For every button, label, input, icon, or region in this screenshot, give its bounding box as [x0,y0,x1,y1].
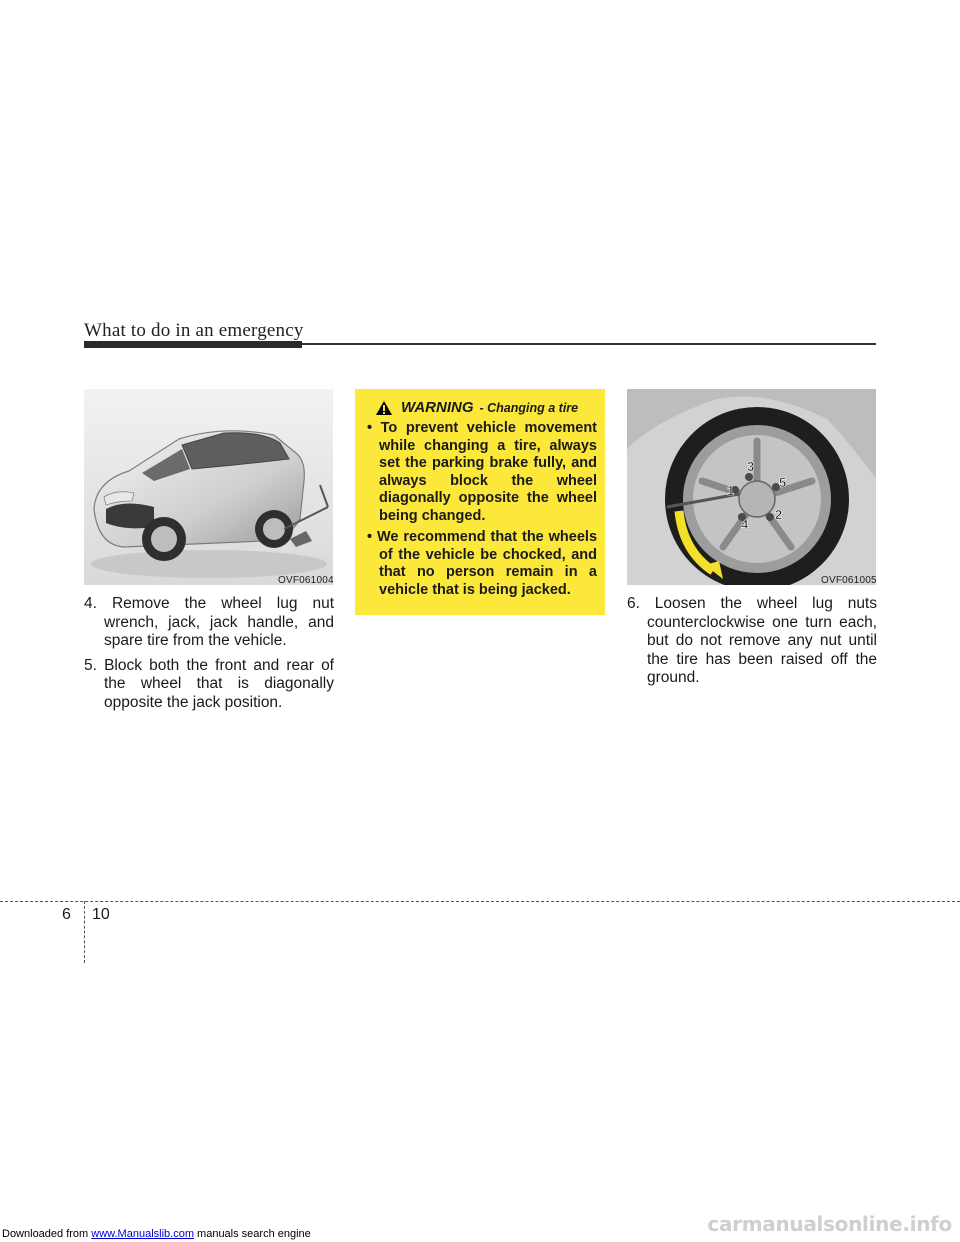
warning-subtitle: - Changing a tire [479,400,579,415]
header-tab-bar [84,341,302,348]
lug-label-5: 5 [779,475,787,490]
footer-vertical-rule [84,901,85,963]
lug-label-4: 4 [741,517,749,532]
page-header-title: What to do in an emergency [84,320,304,341]
steps-right-column [627,595,877,694]
step-6: 6. Loosen the wheel lug nuts counterclockwise one turn each, but do not remove any nut until the tire has been raised off the ground. [627,595,877,686]
warning-triangle-icon [375,400,393,416]
download-notice: Downloaded from www.Manualslib.com manuals search engine [2,1228,311,1240]
lug-label-2: 2 [775,507,783,522]
warning-item-2: • We recommend that the wheels of the vehicle be chocked, and that no person remain in a vehicle that is being jacked. [367,529,598,598]
step-5: 5. Block both the front and rear of the wheel that is diagonally opposite the jack position. [84,656,334,711]
wheel-illustration [627,389,876,585]
warning-title: WARNING [401,399,474,416]
footer-rule [0,901,960,902]
step-4: 4. Remove the wheel lug nut wrench, jack, jack handle, and spare tire from the vehicle. [84,595,334,649]
car-jack-illustration [84,389,333,585]
steps-left-column [84,595,334,718]
warning-box [355,389,605,615]
lug-label-1: 1 [727,483,735,498]
figure-code-1: OVF061004 [278,575,334,586]
figure-wheel-lug-nuts [627,389,876,585]
page-number: 10 [92,906,110,923]
figure-car-jack [84,389,333,585]
warning-item-1: • To prevent vehicle movement while changing a tire, always set the parking brake fully, and always block the wheel diagonally opposite the wheel being changed. [367,420,598,524]
lug-label-3: 3 [747,459,755,474]
warning-header [375,399,597,416]
manualslib-link[interactable]: www.Manualslib.com [91,1228,194,1240]
figure-code-2: OVF061005 [821,575,877,586]
watermark: carmanualsonline.info [707,1212,952,1236]
chapter-number: 6 [62,906,71,923]
